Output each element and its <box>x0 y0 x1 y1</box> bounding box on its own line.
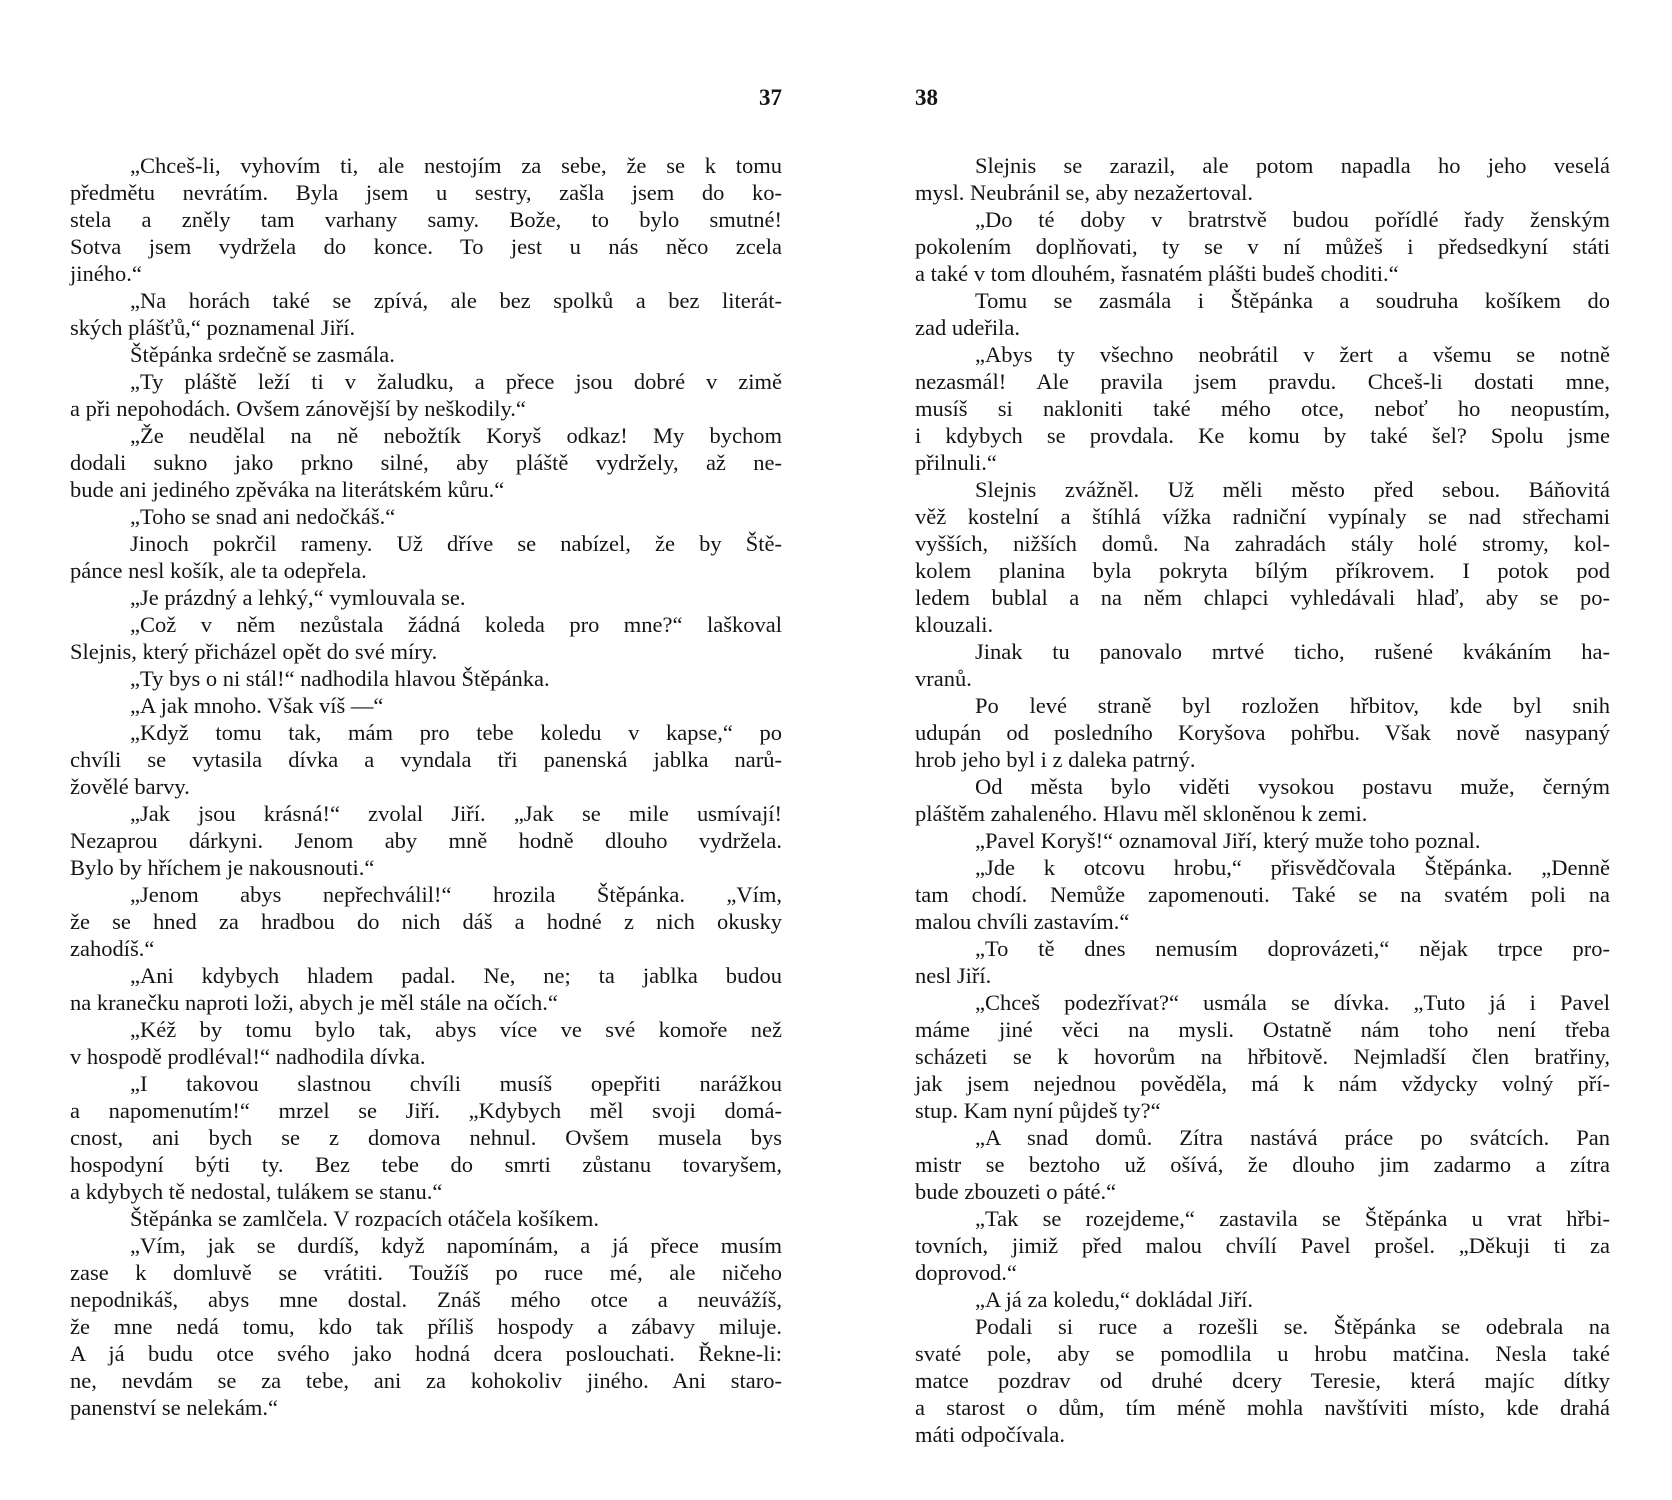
text-line: a napomenutím!“ mrzel se Jiří. „Kdybych měl svoji domá- <box>70 1098 782 1123</box>
text-line: „Toho se snad ani nedočkáš.“ <box>130 504 396 529</box>
text-line: kolem planina byla pokryta bílým příkrovem. I potok pod <box>915 558 1610 583</box>
text-line: ledem bublal a na něm chlapci vyhledávali hlaď, aby se po- <box>915 585 1610 610</box>
text-line: chvíli se vytasila dívka a vyndala tři panenská jablka narů- <box>70 747 782 772</box>
text-line: „Abys ty všechno neobrátil v žert a všemu se notně <box>975 342 1610 367</box>
text-line: žovělé barvy. <box>70 774 190 799</box>
page-text <box>915 152 1610 1448</box>
text-line: cnost, ani bych se z domova nehnul. Ovšem musela bys <box>70 1125 782 1150</box>
text-line: zase k domluvě se vrátiti. Toužíš po ruce mé, ale ničeho <box>70 1260 782 1285</box>
text-line: „Že neudělal na ně nebožtík Koryš odkaz! My bychom <box>130 423 782 448</box>
text-line: vyšších, nižších domů. Na zahradách stály holé stromy, kol- <box>915 531 1610 556</box>
text-line: „A jak mnoho. Však víš —“ <box>130 693 384 718</box>
text-line: tovních, jimiž před malou chvílí Pavel prošel. „Děkuji ti za <box>915 1233 1610 1258</box>
text-line: bude zbouzeti o páté.“ <box>915 1179 1117 1204</box>
text-line: že mne nedá tomu, kdo tak příliš hospody a zábavy miluje. <box>70 1314 782 1339</box>
text-line: máti odpočívala. <box>915 1422 1065 1447</box>
text-line: klouzali. <box>915 612 994 637</box>
text-line: vranů. <box>915 666 972 691</box>
text-line: „Je prázdný a lehký,“ vymlouvala se. <box>130 585 466 610</box>
page-text <box>70 152 782 1421</box>
text-line: Podali si ruce a rozešli se. Štěpánka se odebrala na <box>975 1314 1610 1339</box>
text-line: „Jenom abys nepřechválil!“ hrozila Štěpánka. „Vím, <box>130 882 782 907</box>
text-line: zahodíš.“ <box>70 936 155 961</box>
text-line: „Jak jsou krásná!“ zvolal Jiří. „Jak se mile usmívají! <box>130 801 782 826</box>
text-line: „Kéž by tomu bylo tak, abys více ve své komoře než <box>130 1017 782 1042</box>
text-line: a také v tom dlouhém, řasnatém plášti budeš choditi.“ <box>915 261 1399 286</box>
text-line: musíš si nakloniti také mého otce, neboť ho neopustím, <box>915 396 1610 421</box>
text-line: nesl Jiří. <box>915 963 992 988</box>
text-line: ne, nevdám se za tebe, ani za kohokoliv jiného. Ani staro- <box>70 1368 782 1393</box>
text-line: malou chvíli zastavím.“ <box>915 909 1130 934</box>
text-line: „Což v něm nezůstala žádná koleda pro mne?“ laškoval <box>130 612 782 637</box>
text-line: „I takovou slastnou chvíli musíš opepřiti narážkou <box>130 1071 782 1096</box>
text-line: „Na horách také se zpívá, ale bez spolků a bez literát- <box>130 288 782 313</box>
text-line: na kranečku naproti loži, abych je měl stále na očích.“ <box>70 990 558 1015</box>
text-line: „Pavel Koryš!“ oznamoval Jiří, který muže toho poznal. <box>975 828 1481 853</box>
text-line: „Do té doby v bratrstvě budou pořídlé řady ženským <box>975 207 1610 232</box>
text-line: pokolením doplňovati, ty se v ní můžeš i předsedkyní státi <box>915 234 1610 259</box>
text-line: A já budu otce svého jako hodná dcera poslouchati. Řekne-li: <box>70 1341 782 1366</box>
text-line: v hospodě prodléval!“ nadhodila dívka. <box>70 1044 426 1069</box>
text-line: i kdybych se provdala. Ke komu by také šel? Spolu jsme <box>915 423 1610 448</box>
text-line: „Vím, jak se durdíš, když napomínám, a já přece musím <box>130 1233 782 1258</box>
text-line: hrob jeho byl i z daleka patrný. <box>915 747 1196 772</box>
text-line: nepodnikáš, abys mne dostal. Znáš mého otce a neuvážíš, <box>70 1287 782 1312</box>
text-line: tam chodí. Nemůže zapomenouti. Také se na svatém poli na <box>915 882 1610 907</box>
text-line: „To tě dnes nemusím doprovázeti,“ nějak trpce pro- <box>975 936 1610 961</box>
text-line: „Chceš podezřívat?“ usmála se dívka. „Tuto já i Pavel <box>975 990 1610 1015</box>
text-line: Od města bylo viděti vysokou postavu muže, černým <box>975 774 1610 799</box>
page-number: 38 <box>915 85 938 110</box>
text-line: „Jde k otcovu hrobu,“ přisvědčovala Štěpánka. „Denně <box>975 855 1610 880</box>
text-line: věž kostelní a štíhlá vížka radniční vypínaly se nad střechami <box>915 504 1610 529</box>
text-line: Slejnis zvážněl. Už měli město před sebou. Báňovitá <box>975 477 1610 502</box>
text-line: máme jiné věci na mysli. Ostatně nám toho není třeba <box>915 1017 1610 1042</box>
text-line: Bylo by hříchem je nakousnouti.“ <box>70 855 375 880</box>
text-line: „Tak se rozejdeme,“ zastavila se Štěpánka u vrat hřbi- <box>975 1206 1610 1231</box>
text-line: jiného.“ <box>70 261 142 286</box>
page-number: 37 <box>759 85 782 110</box>
text-line: pánce nesl košík, ale ta odepřela. <box>70 558 367 583</box>
text-line: „Chceš-li, vyhovím ti, ale nestojím za sebe, že se k tomu <box>130 153 782 178</box>
text-line: Po levé straně byl rozložen hřbitov, kde byl snih <box>975 693 1610 718</box>
text-line: Slejnis, který přicházel opět do své míry. <box>70 639 438 664</box>
text-line: scházeti se k hovorům na hřbitově. Nejmladší člen bratřiny, <box>915 1044 1610 1069</box>
text-line: mysl. Neubránil se, aby nezažertoval. <box>915 180 1253 205</box>
text-line: „Ty bys o ni stál!“ nadhodila hlavou Štěpánka. <box>130 666 550 691</box>
text-line: ských plášťů,“ poznamenal Jiří. <box>70 315 356 340</box>
text-line: Nezaprou dárkyni. Jenom aby mně hodně dlouho vydržela. <box>70 828 782 853</box>
text-line: „A snad domů. Zítra nastává práce po svátcích. Pan <box>975 1125 1610 1150</box>
text-line: doprovod.“ <box>915 1260 1017 1285</box>
text-line: svaté pole, aby se pomodlila u hrobu matčina. Nesla také <box>915 1341 1610 1366</box>
text-line: Slejnis se zarazil, ale potom napadla ho jeho veselá <box>975 153 1610 178</box>
text-line: „Když tomu tak, mám pro tebe koledu v kapse,“ po <box>130 720 782 745</box>
text-line: mistr se beztoho už ošívá, že dlouho jim zadarmo a zítra <box>915 1152 1610 1177</box>
text-line: Štěpánka srdečně se zasmála. <box>130 342 395 367</box>
text-line: a při nepohodách. Ovšem zánovější by neškodily.“ <box>70 396 526 421</box>
text-line: nezasmál! Ale pravila jsem pravdu. Chceš-li dostati mne, <box>915 369 1610 394</box>
text-line: stela a zněly tam varhany samy. Bože, to bylo smutné! <box>70 207 782 232</box>
text-line: udupán od posledního Koryšova pohřbu. Však nově nasypaný <box>915 720 1610 745</box>
text-line: Jinak tu panovalo mrtvé ticho, rušené kvákáním ha- <box>975 639 1610 664</box>
text-line: matce pozdrav od druhé dcery Teresie, která majíc dítky <box>915 1368 1610 1393</box>
text-line: bude ani jediného zpěváka na literátském kůru.“ <box>70 477 505 502</box>
text-line: Štěpánka se zamlčela. V rozpacích otáčela košíkem. <box>130 1206 599 1231</box>
text-line: „Ty pláště leží ti v žaludku, a přece jsou dobré v zimě <box>130 369 782 394</box>
text-line: pláštěm zahaleného. Hlavu měl skloněnou k zemi. <box>915 801 1368 826</box>
text-line: a starost o dům, tím méně mohla navštíviti místo, kde drahá <box>915 1395 1610 1420</box>
text-line: hospodyní býti ty. Bez tebe do smrti zůstanu tovaryšem, <box>70 1152 782 1177</box>
text-line: Jinoch pokrčil rameny. Už dříve se nabízel, že by Ště- <box>130 531 782 556</box>
text-line: Sotva jsem vydržela do konce. To jest u nás něco zcela <box>70 234 782 259</box>
text-line: jak jsem nejednou pověděla, má k nám vždycky volný pří- <box>915 1071 1610 1096</box>
text-line: přilnuli.“ <box>915 450 997 475</box>
text-line: a kdybych tě nedostal, tulákem se stanu.“ <box>70 1179 443 1204</box>
text-line: předmětu nevrátím. Byla jsem u sestry, zašla jsem do ko- <box>70 180 782 205</box>
text-line: zad udeřila. <box>915 315 1020 340</box>
text-line: stup. Kam nyní půjdeš ty?“ <box>915 1098 1161 1123</box>
text-line: panenství se nelekám.“ <box>70 1395 279 1420</box>
text-line: Tomu se zasmála i Štěpánka a soudruha košíkem do <box>975 288 1610 313</box>
text-line: že se hned za hradbou do nich dáš a hodné z nich okusky <box>70 909 782 934</box>
text-line: „A já za koledu,“ dokládal Jiří. <box>975 1287 1254 1312</box>
text-line: „Ani kdybych hladem padal. Ne, ne; ta jablka budou <box>130 963 782 988</box>
text-line: dodali sukno jako prkno silné, aby pláště vydržely, až ne- <box>70 450 782 475</box>
